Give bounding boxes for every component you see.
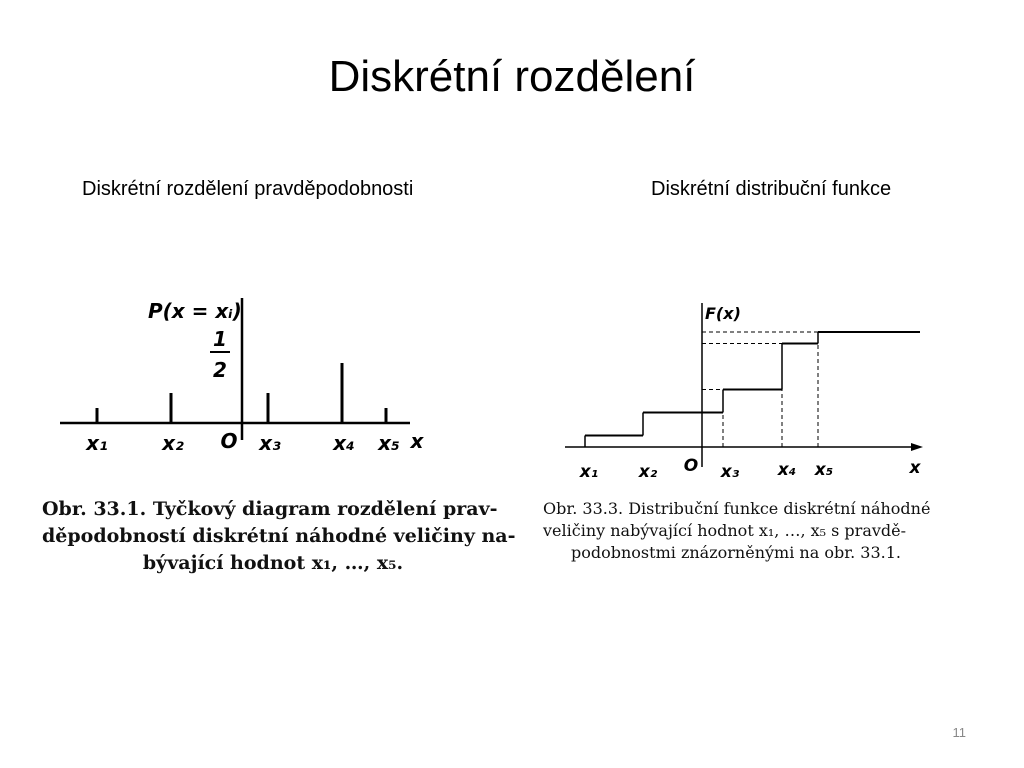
y-axis-label: F(x) (705, 304, 741, 323)
tick-label-x5: x₅ (814, 460, 834, 480)
tick-label-x4: x₄ (333, 431, 355, 455)
caption-line: bývající hodnot x₁, …, x₅. (142, 552, 404, 574)
tick-label-x5: x₅ (378, 431, 400, 455)
tick-label-x1: x₁ (86, 431, 108, 455)
tick-label-x1: x₁ (579, 462, 599, 482)
page-number: 11 (952, 725, 966, 740)
origin-label: O (683, 456, 699, 476)
left-figure-caption (42, 496, 516, 577)
half-numerator: 1 (213, 327, 227, 351)
caption-line: Obr. 33.3. Distribuční funkce diskrétní náhodné (543, 499, 931, 518)
x-axis-label: x (410, 429, 424, 453)
tick-label-x3: x₃ (720, 462, 740, 482)
half-denominator: 2 (213, 358, 227, 382)
right-subtitle: Diskrétní distribuční funkce (651, 178, 892, 200)
stick-diagram (30, 280, 480, 470)
right-figure-caption (543, 498, 973, 564)
origin-label: O (220, 429, 238, 453)
caption-line: podobnostmi znázorněnými na obr. 33.1. (571, 543, 901, 562)
x-axis-label: x (909, 458, 921, 478)
tick-label-x4: x₄ (777, 460, 797, 480)
caption-line: veličiny nabývající hodnot x₁, …, x₅ s pravdě- (543, 521, 907, 540)
step-function-diagram (545, 285, 945, 485)
caption-line: Obr. 33.1. Tyčkový diagram rozdělení prav- (42, 498, 498, 520)
tick-label-x3: x₃ (259, 431, 281, 455)
left-subtitle: Diskrétní rozdělení pravděpodobnosti (82, 178, 414, 200)
y-axis-label: P(x = xᵢ) (148, 299, 242, 323)
caption-line: děpodobností diskrétní náhodné veličiny na- (42, 525, 516, 547)
steps-group (585, 332, 920, 447)
tick-label-x2: x₂ (162, 431, 184, 455)
slide-title: Diskrétní rozdělení (328, 52, 696, 101)
tick-label-x2: x₂ (638, 462, 658, 482)
x-axis-arrow (911, 443, 923, 451)
